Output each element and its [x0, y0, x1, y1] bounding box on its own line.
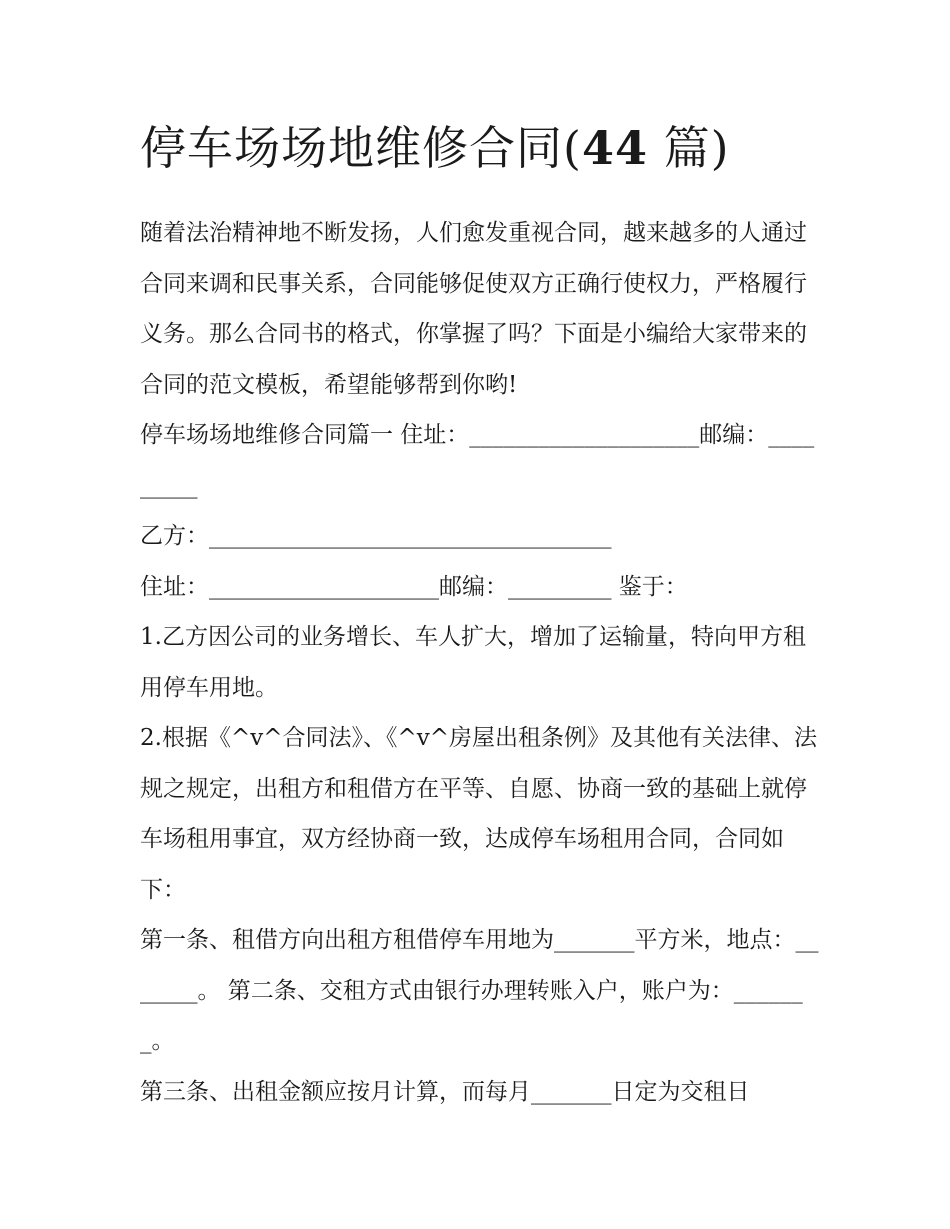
- title-count: 44: [581, 121, 648, 175]
- recital-2: 2.根据《^v^合同法》、《^v^房屋出租条例》及其他有关法律、法规之规定，出租方和租借方在平等、自愿、协商一致的基础上就停车场租用事宜，双方经协商一致，达成停车场租用合同，合同如下：: [140, 725, 818, 903]
- party-b-line: 乙方：___________________________________: [140, 523, 612, 549]
- intro-paragraph: 随着法治精神地不断发扬，人们愈发重视合同，越来越多的人通过合同来调和民事关系，合同能够促使双方正确行使权力，严格履行义务。那么合同书的格式，你掌握了吗？下面是小编给大家带来的合同的范文模板，希望能够帮到你哟!: [140, 220, 807, 398]
- article-1-2: 第一条、租借方向出租方租借停车用地为_______平方米，地点：_______。 第二条、交租方式由银行办理转账入户，账户为：_______。: [140, 927, 819, 1054]
- party-b-address-line: 住址：____________________邮编：_________ 鉴于：: [140, 573, 688, 600]
- title-suffix: 篇): [647, 121, 730, 175]
- article-3: 第三条、出租金额应按月计算，而每月_______日定为交租日: [140, 1078, 750, 1105]
- party-a-address-line: 停车场场地维修合同篇一 住址：____________________邮编：_________: [140, 422, 815, 499]
- title-prefix: 停车场场地维修合同(: [140, 121, 582, 175]
- page-title: [140, 110, 820, 186]
- recital-1: 1.乙方因公司的业务增长、车人扩大，增加了运输量，特向甲方租用停车用地。: [140, 624, 806, 701]
- document-body: [140, 110, 820, 1117]
